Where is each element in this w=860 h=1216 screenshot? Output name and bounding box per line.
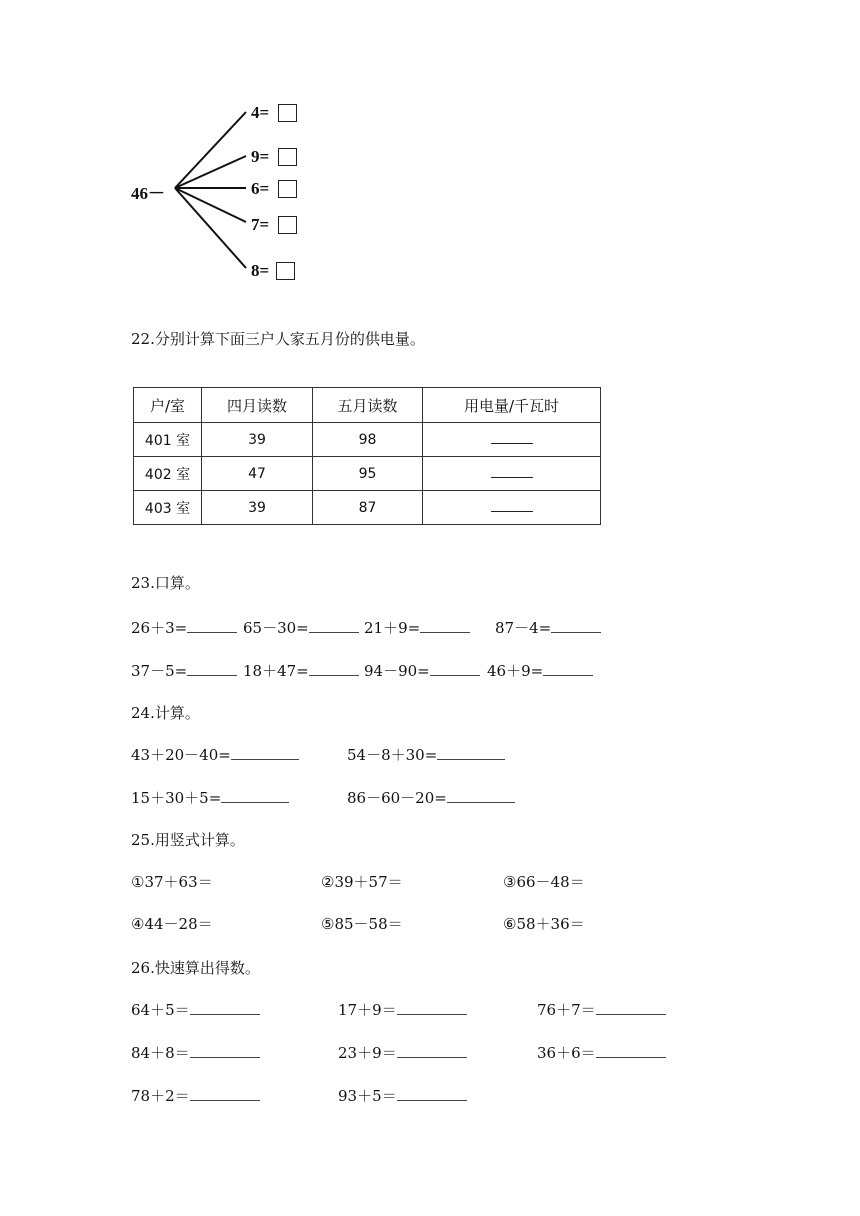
question-23-title: 23.口算。: [131, 574, 200, 592]
answer-line[interactable]: [187, 620, 237, 633]
answer-line[interactable]: [397, 1088, 467, 1101]
expression-text: 78＋2＝: [131, 1087, 190, 1105]
answer-line[interactable]: [447, 790, 515, 803]
electricity-table: [133, 387, 601, 525]
expression-text: 21＋9=: [364, 619, 421, 637]
table-cell: 98: [313, 423, 423, 457]
branch-label-1: 4=: [251, 103, 270, 122]
answer-line[interactable]: [187, 663, 237, 676]
answer-line[interactable]: [437, 747, 505, 760]
vertical-calc-item: ⑤85－58＝: [321, 915, 403, 933]
expression-item: [537, 999, 666, 1020]
expression-item: [338, 1085, 467, 1106]
expression-text: 17＋9＝: [338, 1001, 397, 1019]
branch-label-2: 9=: [251, 147, 270, 166]
answer-blank-cell[interactable]: [423, 457, 601, 491]
vertical-calc-item: ⑥58＋36＝: [503, 915, 585, 933]
question-22-title: 22.分别计算下面三户人家五月份的供电量。: [131, 330, 425, 348]
expression-item: [243, 617, 359, 638]
subtraction-branch-diagram: [0, 0, 320, 300]
expression-text: 87－4=: [495, 619, 552, 637]
answer-line[interactable]: [190, 1088, 260, 1101]
expression-text: 18＋47=: [243, 662, 309, 680]
answer-line[interactable]: [596, 1002, 666, 1015]
expression-item: [338, 1042, 467, 1063]
branch-label-5: 8=: [251, 261, 270, 280]
answer-box-5[interactable]: [276, 262, 295, 280]
expression-text: 36＋6＝: [537, 1044, 596, 1062]
branch-line-4: [175, 188, 246, 222]
table-cell: 95: [313, 457, 423, 491]
expression-item: [487, 660, 593, 681]
vertical-calc-item: ②39＋57＝: [321, 873, 403, 891]
expression-item: [131, 999, 260, 1020]
expression-text: 26＋3=: [131, 619, 188, 637]
branch-line-5: [175, 188, 246, 268]
answer-blank-cell[interactable]: [423, 423, 601, 457]
answer-line[interactable]: [596, 1045, 666, 1058]
expression-text: 37－5=: [131, 662, 188, 680]
table-header-cell: 用电量/千瓦时: [423, 388, 601, 423]
table-row: [134, 423, 601, 457]
answer-blank[interactable]: [491, 433, 533, 444]
branch-label-4: 7=: [251, 215, 270, 234]
answer-line[interactable]: [190, 1045, 260, 1058]
table-cell: 402 室: [134, 457, 202, 491]
answer-line[interactable]: [397, 1045, 467, 1058]
answer-line[interactable]: [190, 1002, 260, 1015]
expression-item: [364, 617, 470, 638]
answer-blank-cell[interactable]: [423, 491, 601, 525]
table-cell: 47: [202, 457, 313, 491]
branch-line-1: [175, 112, 246, 188]
table-cell: 403 室: [134, 491, 202, 525]
expression-item: [347, 787, 515, 808]
answer-line[interactable]: [309, 620, 359, 633]
diagram-center-label: 46－: [131, 184, 165, 203]
expression-text: 54－8＋30=: [347, 746, 438, 764]
expression-text: 43＋20－40=: [131, 746, 231, 764]
expression-text: 86－60－20=: [347, 789, 447, 807]
expression-text: 64＋5＝: [131, 1001, 190, 1019]
answer-blank[interactable]: [491, 501, 533, 512]
table-cell: 401 室: [134, 423, 202, 457]
table-header-cell: 五月读数: [313, 388, 423, 423]
expression-text: 23＋9＝: [338, 1044, 397, 1062]
expression-item: [131, 617, 237, 638]
answer-line[interactable]: [420, 620, 470, 633]
question-24-title: 24.计算。: [131, 704, 200, 722]
table-header-cell: 四月读数: [202, 388, 313, 423]
expression-text: 46＋9=: [487, 662, 544, 680]
expression-item: [495, 617, 601, 638]
question-25-title: 25.用竖式计算。: [131, 831, 245, 849]
question-26-title: 26.快速算出得数。: [131, 959, 260, 977]
answer-line[interactable]: [430, 663, 480, 676]
expression-item: [131, 1085, 260, 1106]
table-header-cell: 户/室: [134, 388, 202, 423]
expression-text: 94－90=: [364, 662, 430, 680]
answer-line[interactable]: [551, 620, 601, 633]
expression-text: 15＋30＋5=: [131, 789, 222, 807]
vertical-calc-item: ③66－48＝: [503, 873, 585, 891]
answer-box-3[interactable]: [278, 180, 297, 198]
expression-text: 65－30=: [243, 619, 309, 637]
answer-line[interactable]: [543, 663, 593, 676]
answer-blank[interactable]: [491, 467, 533, 478]
expression-item: [338, 999, 467, 1020]
answer-line[interactable]: [397, 1002, 467, 1015]
expression-item: [131, 744, 299, 765]
expression-item: [131, 660, 237, 681]
answer-box-1[interactable]: [278, 104, 297, 122]
vertical-calc-item: ④44－28＝: [131, 915, 213, 933]
table-cell: 87: [313, 491, 423, 525]
expression-text: 76＋7＝: [537, 1001, 596, 1019]
expression-item: [131, 1042, 260, 1063]
table-cell: 39: [202, 423, 313, 457]
expression-item: [131, 787, 289, 808]
table-row: [134, 457, 601, 491]
expression-item: [243, 660, 359, 681]
table-row: [134, 491, 601, 525]
expression-item: [364, 660, 480, 681]
table-header-row: [134, 388, 601, 423]
answer-line[interactable]: [309, 663, 359, 676]
expression-item: [537, 1042, 666, 1063]
answer-line[interactable]: [231, 747, 299, 760]
table-cell: 39: [202, 491, 313, 525]
answer-line[interactable]: [221, 790, 289, 803]
answer-box-2[interactable]: [278, 148, 297, 166]
vertical-calc-item: ①37＋63＝: [131, 873, 213, 891]
branch-label-3: 6=: [251, 179, 270, 198]
expression-text: 93＋5＝: [338, 1087, 397, 1105]
expression-item: [347, 744, 505, 765]
branch-line-2: [175, 156, 246, 188]
answer-box-4[interactable]: [278, 216, 297, 234]
expression-text: 84＋8＝: [131, 1044, 190, 1062]
